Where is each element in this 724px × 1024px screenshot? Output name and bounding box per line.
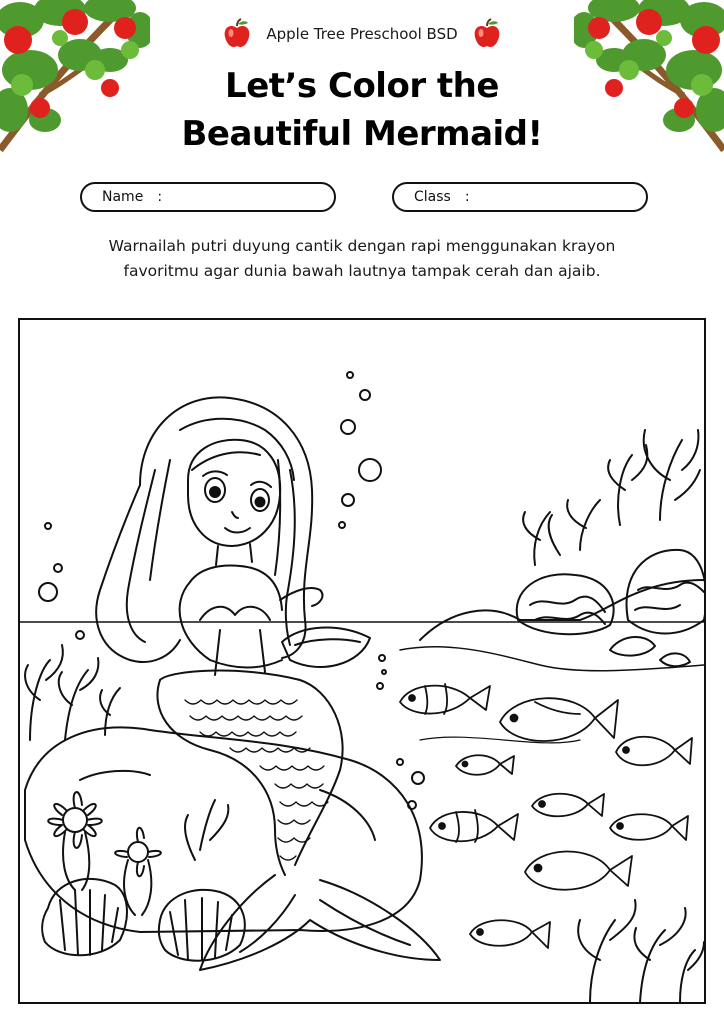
title-line-1: Let’s Color the bbox=[225, 66, 499, 106]
school-header bbox=[0, 18, 724, 50]
coloring-frame bbox=[18, 318, 706, 1004]
mermaid-coloring-illustration bbox=[20, 320, 704, 1002]
name-separator: : bbox=[157, 189, 163, 205]
class-label: Class bbox=[414, 189, 451, 205]
fish-group bbox=[400, 684, 692, 948]
instruction-line-1: Warnailah putri duyung cantik dengan rapi menggunakan krayon bbox=[108, 237, 616, 255]
name-field[interactable] bbox=[80, 182, 336, 212]
name-label: Name bbox=[102, 189, 144, 205]
school-name: Apple Tree Preschool BSD bbox=[266, 25, 458, 43]
apple-icon bbox=[472, 18, 502, 50]
title-line-2: Beautiful Mermaid! bbox=[181, 114, 543, 154]
instruction-text bbox=[60, 234, 664, 284]
apple-icon bbox=[222, 18, 252, 50]
class-separator: : bbox=[464, 189, 470, 205]
instruction-line-2: favoritmu agar dunia bawah lautnya tampak cerah dan ajaib. bbox=[123, 262, 601, 280]
page-title bbox=[0, 62, 724, 158]
class-field[interactable] bbox=[392, 182, 648, 212]
